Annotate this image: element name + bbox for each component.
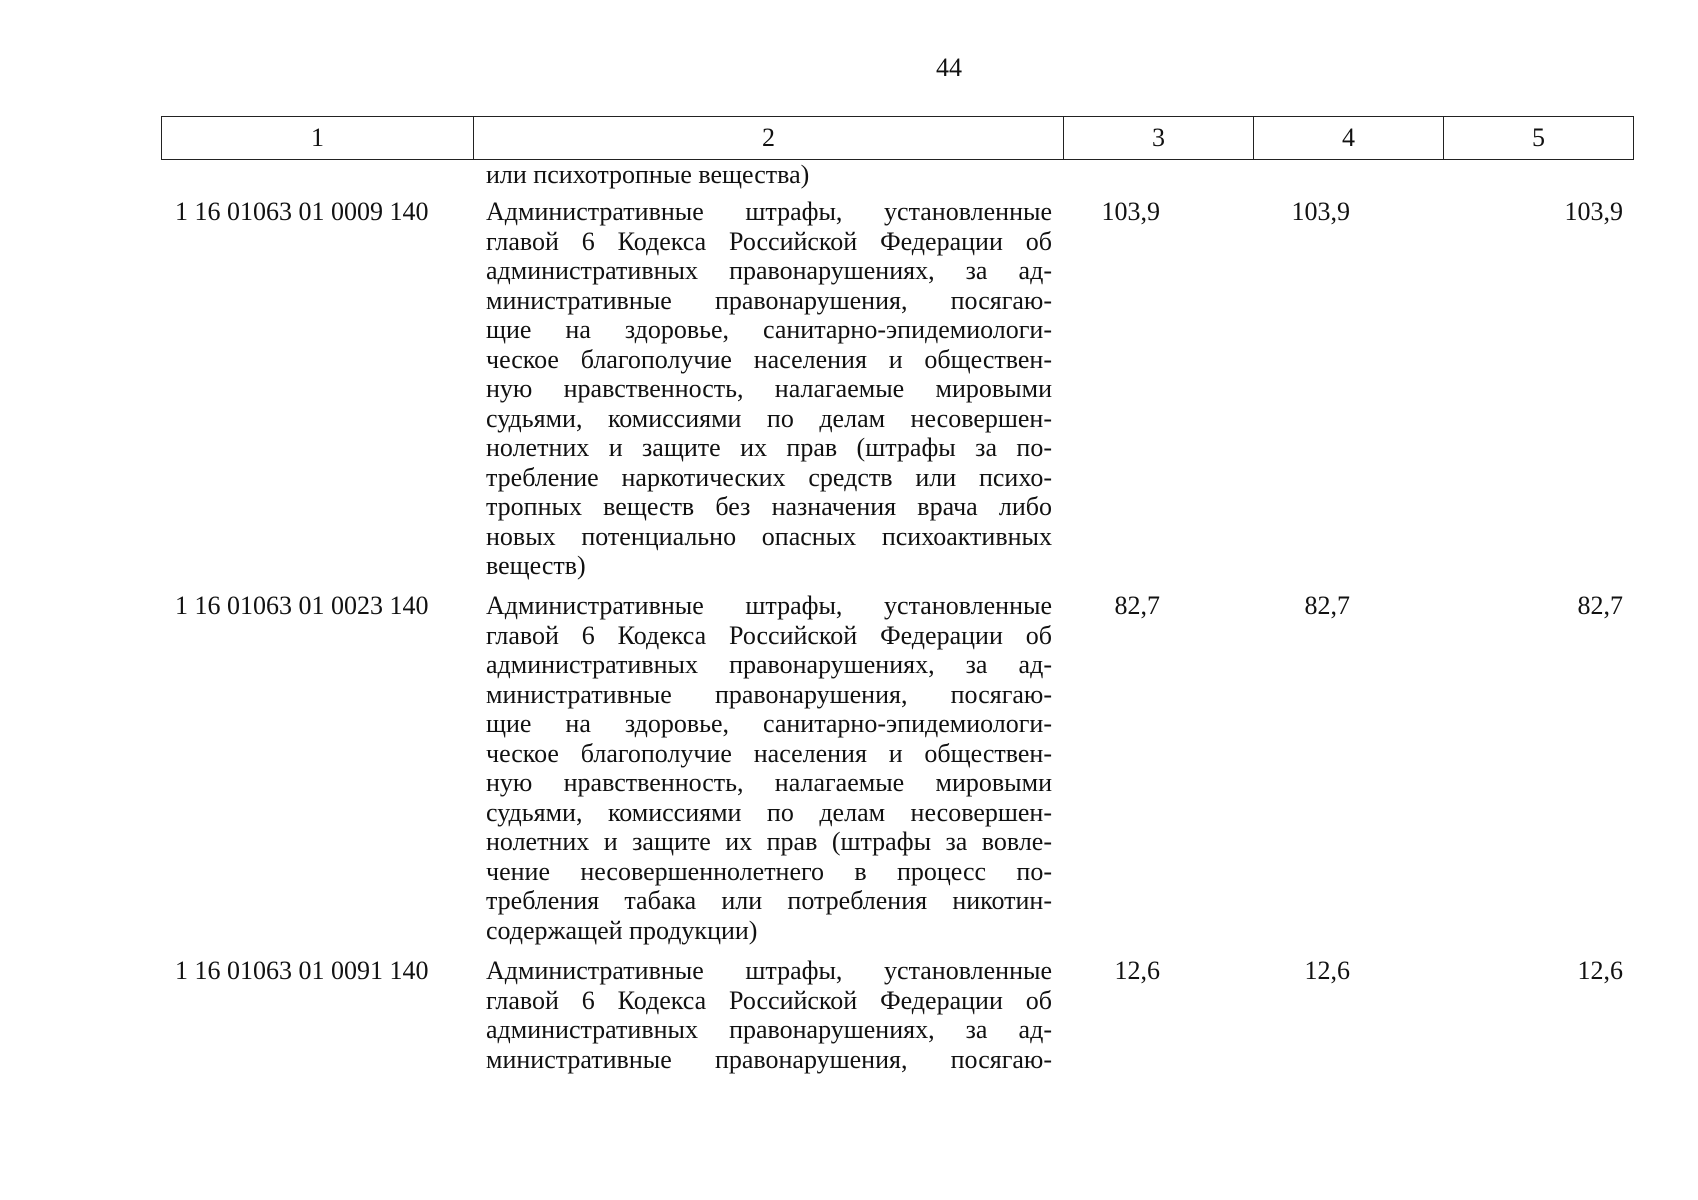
description-line: административных правонарушениях, за ад- (486, 1015, 1052, 1044)
row-value-col3: 12,6 (1114, 956, 1160, 985)
column-header-2: 2 (474, 117, 1064, 160)
description-line: ческое благополучие населения и обществен- (486, 344, 1052, 374)
row-value-col5: 103,9 (1564, 197, 1623, 226)
description-line: административных правонарушениях, за ад- (486, 256, 1052, 285)
description-line: судьями, комиссиями по делам несовершен- (486, 797, 1052, 827)
description-line: министративные правонарушения, посягаю- (486, 285, 1052, 315)
description-line: главой 6 Кодекса Российской Федерации об (486, 985, 1052, 1015)
description-line: министративные правонарушения, посягаю- (486, 679, 1052, 709)
description-line: министративные правонарушения, посягаю- (486, 1044, 1052, 1074)
description-line: требление наркотических средств или психо- (486, 462, 1052, 492)
column-header-table (161, 116, 1634, 160)
description-line: новых потенциально опасных психоактивных (486, 521, 1052, 551)
column-header-5: 5 (1444, 117, 1634, 160)
row-description (486, 591, 1052, 945)
row-value-col4: 12,6 (1304, 956, 1350, 985)
description-line: тропных веществ без назначения врача либо (486, 492, 1052, 521)
row-value-col4: 82,7 (1304, 591, 1350, 620)
column-header-3: 3 (1064, 117, 1254, 160)
description-line: Административные штрафы, установленные (486, 956, 1052, 985)
row-value-col5: 82,7 (1577, 591, 1623, 620)
description-line: веществ) (486, 551, 586, 580)
row-code: 1 16 01063 01 0009 140 (175, 197, 429, 226)
continuation-text: или психотропные вещества) (486, 160, 810, 189)
description-line: главой 6 Кодекса Российской Федерации об (486, 620, 1052, 650)
row-code: 1 16 01063 01 0091 140 (175, 956, 429, 985)
description-line: требления табака или потребления никотин- (486, 886, 1052, 915)
description-line: щие на здоровье, санитарно-эпидемиологи- (486, 315, 1052, 344)
description-line: ную нравственность, налагаемые мировыми (486, 374, 1052, 403)
description-line: главой 6 Кодекса Российской Федерации об (486, 226, 1052, 256)
description-line: ческое благополучие населения и обществен- (486, 738, 1052, 768)
row-description (486, 197, 1052, 581)
description-line: ную нравственность, налагаемые мировыми (486, 768, 1052, 797)
page-number: 44 (936, 53, 962, 82)
column-header-row (162, 117, 1634, 160)
description-line: Административные штрафы, установленные (486, 197, 1052, 226)
row-value-col3: 103,9 (1101, 197, 1160, 226)
column-header-4: 4 (1254, 117, 1444, 160)
row-value-col3: 82,7 (1114, 591, 1160, 620)
description-line: содержащей продукции) (486, 915, 758, 945)
description-line: нолетних и защите их прав (штрафы за вовле- (486, 827, 1052, 856)
description-line: административных правонарушениях, за ад- (486, 650, 1052, 679)
row-value-col5: 12,6 (1577, 956, 1623, 985)
column-header-1: 1 (162, 117, 474, 160)
description-line: щие на здоровье, санитарно-эпидемиологи- (486, 709, 1052, 738)
description-line: чение несовершеннолетнего в процесс по- (486, 856, 1052, 886)
description-line: Административные штрафы, установленные (486, 591, 1052, 620)
description-line: судьями, комиссиями по делам несовершен- (486, 403, 1052, 433)
row-description (486, 956, 1052, 1074)
description-line: нолетних и защите их прав (штрафы за по- (486, 433, 1052, 462)
row-code: 1 16 01063 01 0023 140 (175, 591, 429, 620)
row-value-col4: 103,9 (1291, 197, 1350, 226)
